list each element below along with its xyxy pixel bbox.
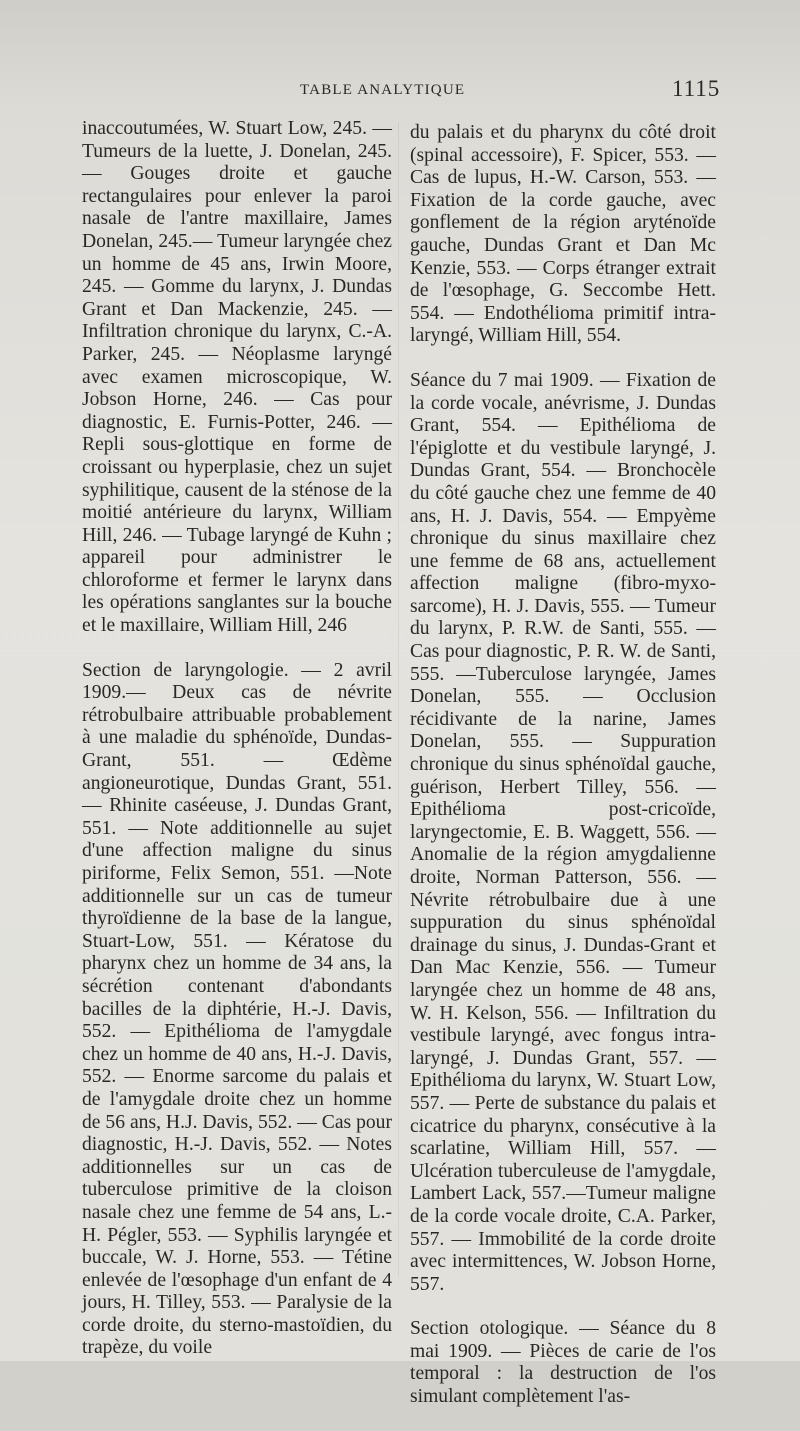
right-paragraph-2: Séance du 7 mai 1909. — Fixation de la corde vocale, anévrisme, J. Dundas Grant, 554. — Epithélioma de l'épiglotte et du vestibule laryngé, J. Dundas Grant, 554. — Bronchocèle du côté gauche chez une femme de 40 ans, H. J. Davis, 554. — Empyème chronique du sinus maxillaire chez une femme de 68 ans, actuellement affection maligne (fibro-myxo-sarcome), H. J. Davis, 555. — Tumeur du larynx, P. R.W. de Santi, 555. — Cas pour diagnostic, P. R. W. de Santi, 555. —Tuberculose laryngée, James Donelan, 555. — Occlusion récidivante de la narine, James Donelan, 555. — Suppuration chronique du sinus sphénoïdal gauche, guérison, Herbert Tilley, 556. — Epithélioma post-cricoïde, laryngectomie, E. B. Waggett, 556. — Anomalie de la région amygdalienne droite, Norman Patterson, 556. — Névrite rétrobulbaire due à une suppuration du sinus sphénoïdal drainage du sinus, J. Dundas-Grant et Dan Mac Kenzie, 556. — Tumeur laryngée chez un homme de 48 ans, W. H. Kelson, 556. — Infiltration du vestibule laryngé, avec fongus intra-laryngé, J. Dundas Grant, 557. — Epithélioma du larynx, W. Stuart Low, 557. — Perte de substance du palais et cicatrice du pharynx, consécutive à la scarlatine, William Hill, 557. — Ulcération tuberculeuse de l'amygdale, Lambert Lack, 557.—Tumeur maligne de la corde vocale droite, C.A. Parker, 557. — Immobilité de la corde droite avec intermittences, W. Jobson Horne, 557. — [410, 369, 716, 1295]
left-paragraph-2: Section de laryngologie. — 2 avril 1909.— Deux cas de névrite rétrobulbaire attribuable probablement à une maladie du sphénoïde, Dundas-Grant, 551. — Œdème angioneurotique, Dundas Grant, 551. — Rhinite caséeuse, J. Dundas Grant, 551. — Note additionnelle au sujet d'une affection maligne du sinus piriforme, Felix Semon, 551. —Note additionnelle sur un cas de tumeur thyroïdienne de la base de la langue, Stuart-Low, 551. — Kératose du pharynx chez un homme de 34 ans, la sécrétion contenant d'abondants bacilles de la diphtérie, H.-J. Davis, 552. — Epithélioma de l'amygdale chez un homme de 40 ans, H.-J. Davis, 552. — Enorme sarcome du palais et de l'amygdale droite chez un homme de 56 ans, H.J. Davis, 552. — Cas pour diagnostic, H.-J. Davis, 552. — Notes additionnelles sur un cas de tuberculose primitive de la cloison nasale chez une femme de 54 ans, L.-H. Pégler, 553. — Syphilis laryngée et buccale, W. J. Horne, 553. — Tétine enlevée de l'œsophage d'un enfant de 4 jours, H. Tilley, 553. — Paralysie de la corde droite, du sterno-mastoïdien, du trapèze, du voile — [82, 659, 392, 1359]
page-number: 1115 — [672, 76, 721, 101]
right-paragraph-1: du palais et du pharynx du côté droit (spinal accessoire), F. Spicer, 553. — Cas de lupus, H.-W. Carson, 553. — Fixation de la corde gauche, avec gonflement de la région aryténoïde gauche, Dundas Grant et Dan Mc Kenzie, 553. — Corps étranger extrait de l'œsophage, G. Seccombe Hett. 554. — Endothélioma primitif intra-laryngé, William Hill, 554. — [410, 122, 716, 347]
running-head — [0, 78, 800, 108]
right-column — [410, 122, 716, 1431]
left-paragraph-1: inaccoutumées, W. Stuart Low, 245. — Tumeurs de la luette, J. Donelan, 245. — Gouges droite et gauche rectangulaires pour enlever la paroi nasale de l'antre maxillaire, James Donelan, 245.— Tumeur laryngée chez un homme de 45 ans, Irwin Moore, 245. — Gomme du larynx, J. Dundas Grant et Dan Mackenzie, 245. — Infiltration chronique du larynx, C.-A. Parker, 245. — Néoplasme laryngé avec examen microscopique, W. Jobson Horne, 246. — Cas pour diagnostic, E. Furnis-Potter, 246. — Repli sous-glottique en forme de croissant ou hyperplasie, chez un sujet syphilitique, causent de la sténose de la moitié antérieure du larynx, William Hill, 246. — Tubage laryngé de Kuhn ; appareil pour administrer le chloroforme et fermer le larynx dans les opérations sanglantes sur la bouche et le maxillaire, William Hill, 246 — [82, 118, 392, 637]
left-column — [82, 118, 392, 1382]
running-title: TABLE ANALYTIQUE — [300, 82, 466, 98]
column-divider — [398, 122, 399, 1277]
right-paragraph-3: Section otologique. — Séance du 8 mai 1909. — Pièces de carie de l'os temporal : la destruction de l'os simulant complètement l'as- — [410, 1318, 716, 1408]
